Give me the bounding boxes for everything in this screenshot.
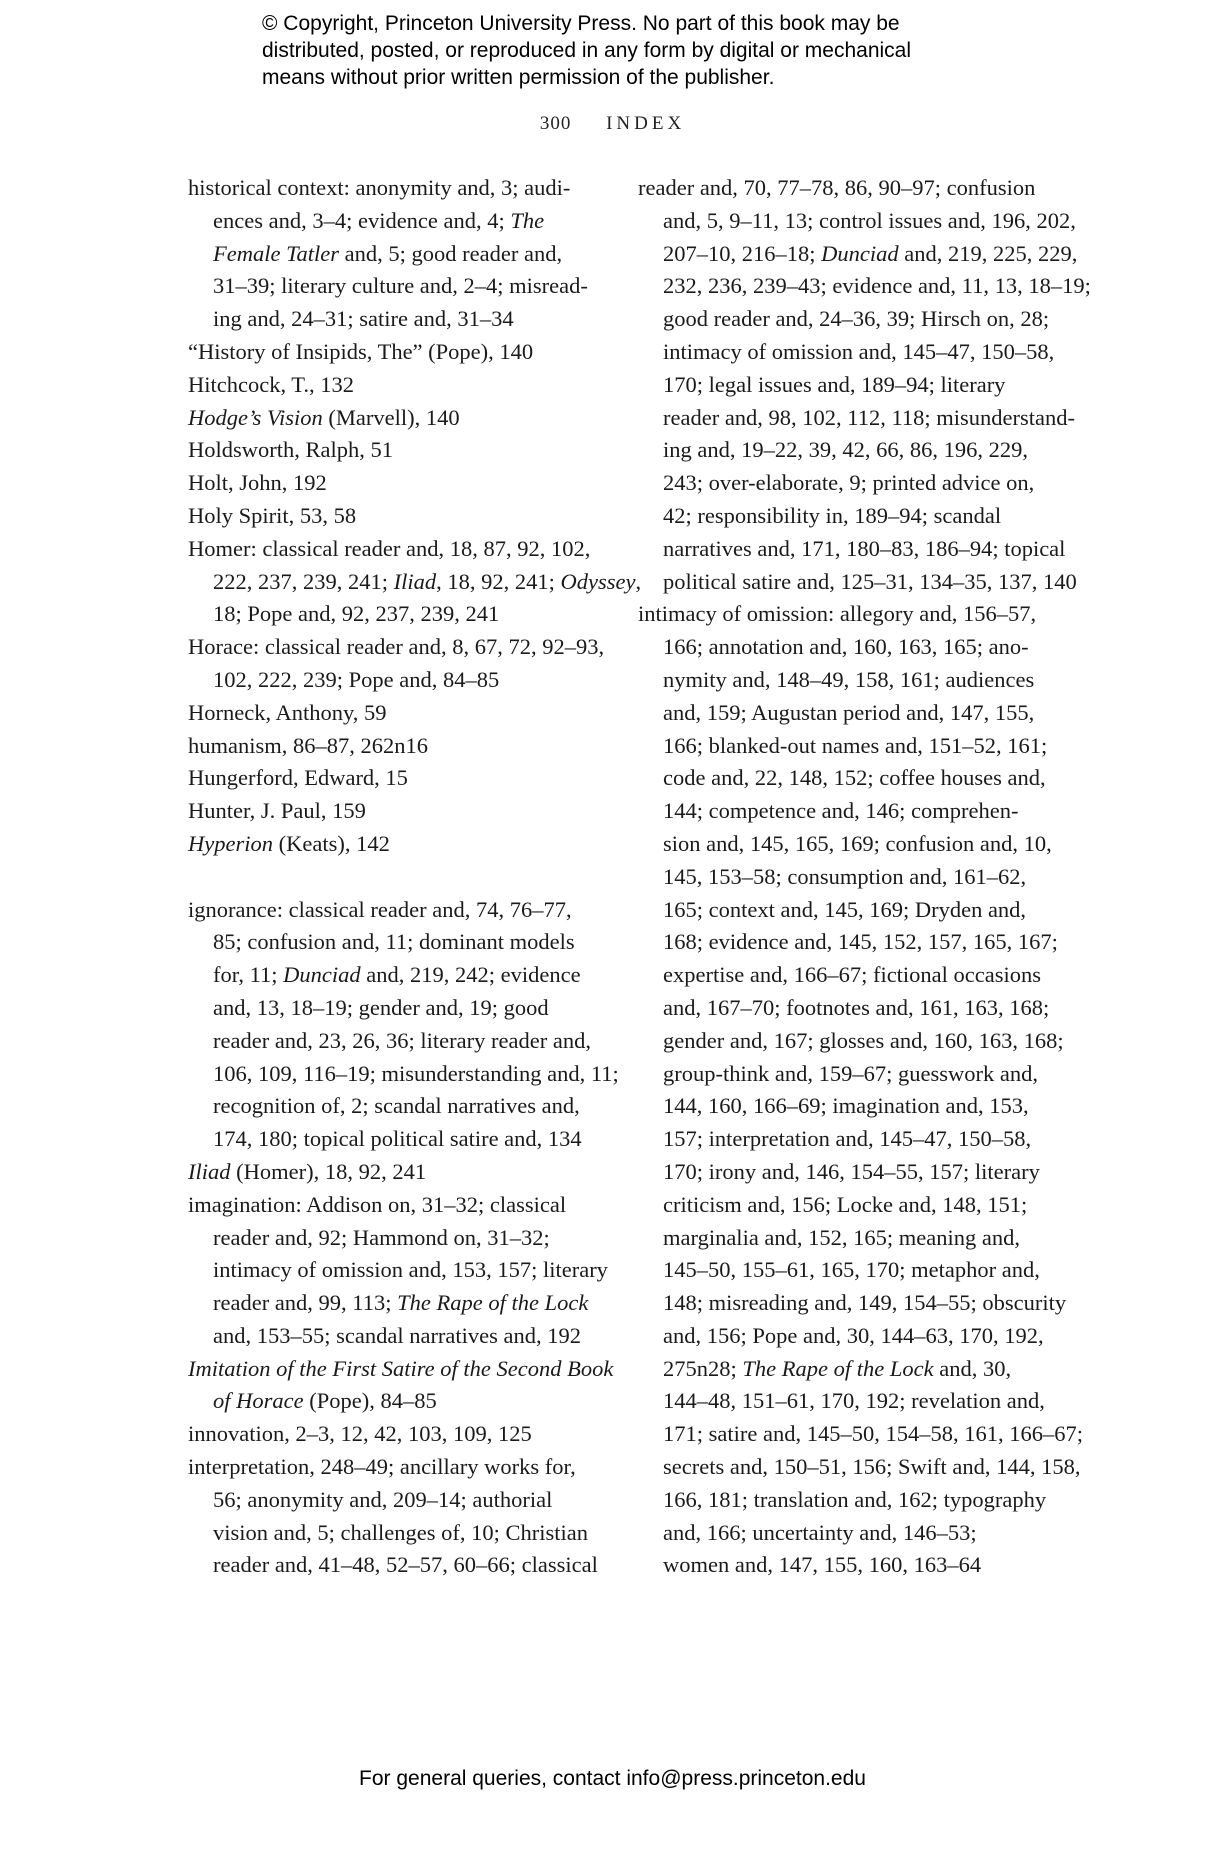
index-entry: [188, 762, 598, 795]
index-entry-line: 145–50, 155–61, 165, 170; metaphor and,: [663, 1257, 1040, 1283]
index-entry-line: 144; competence and, 146; comprehen-: [663, 798, 1019, 824]
index-entry-line: Female Tatler and, 5; good reader and,: [213, 240, 563, 266]
index-column-left: [188, 172, 642, 1582]
index-entry-line: ing and, 24–31; satire and, 31–34: [213, 306, 514, 332]
index-entry-line: 165; context and, 145, 169; Dryden and,: [663, 896, 1027, 922]
index-entry: [188, 631, 605, 697]
index-entry-line: reader and, 23, 26, 36; literary reader and,: [213, 1027, 591, 1053]
index-entry-line: 243; over-elaborate, 9; printed advice on,: [663, 470, 1035, 496]
index-entry-line: Horace: classical reader and, 8, 67, 72, 92–93,: [188, 634, 605, 660]
index-entry-line: 166; blanked-out names and, 151–52, 161;: [663, 732, 1048, 758]
index-entry-line: reader and, 70, 77–78, 86, 90–97; confusion: [638, 175, 1036, 200]
index-entry-line: 166; annotation and, 160, 163, 165; ano-: [663, 634, 1029, 660]
index-entry: [188, 533, 642, 631]
index-entry: [188, 730, 598, 763]
index-entry-line: Hunter, J. Paul, 159: [188, 798, 366, 824]
index-entry-line: 85; confusion and, 11; dominant models: [213, 929, 575, 955]
index-entry-line: intimacy of omission and, 145–47, 150–58,: [663, 338, 1055, 364]
section-title: INDEX: [606, 113, 686, 134]
index-entry-line: marginalia and, 152, 165; meaning and,: [663, 1224, 1021, 1250]
index-entry-line: 170; legal issues and, 189–94; literary: [663, 371, 1006, 397]
index-group-continued: [638, 172, 1091, 1582]
index-entry: [188, 795, 598, 828]
index-entry-line: 18; Pope and, 92, 237, 239, 241: [213, 601, 500, 627]
index-entry-line: Iliad (Homer), 18, 92, 241: [188, 1158, 427, 1184]
index-entry-line: 102, 222, 239; Pope and, 84–85: [213, 666, 500, 692]
index-entry-line: reader and, 41–48, 52–57, 60–66; classical: [213, 1552, 598, 1578]
index-entry-line: Holdsworth, Ralph, 51: [188, 437, 393, 463]
index-entry: [188, 369, 598, 402]
index-entry-line: and, 13, 18–19; gender and, 19; good: [213, 994, 549, 1020]
index-entry-line: Holy Spirit, 53, 58: [188, 502, 357, 528]
index-entry-line: imagination: Addison on, 31–32; classical: [188, 1191, 567, 1217]
index-entry: [188, 1156, 598, 1189]
index-entry-line: 42; responsibility in, 189–94; scandal: [663, 502, 1002, 528]
index-entry-line: and, 166; uncertainty and, 146–53;: [663, 1519, 977, 1545]
index-entry-line: historical context: anonymity and, 3; audi-: [188, 175, 571, 200]
index-entry: [638, 172, 1091, 598]
index-entry-line: Holt, John, 192: [188, 470, 327, 496]
index-entry: [188, 336, 598, 369]
index-entry-line: interpretation, 248–49; ancillary works for,: [188, 1454, 576, 1480]
copyright-line: means without prior written permission of the publisher.: [262, 66, 775, 89]
index-entry-line: expertise and, 166–67; fictional occasions: [663, 962, 1042, 988]
index-column-right: [638, 172, 1091, 1582]
index-entry-line: Hungerford, Edward, 15: [188, 765, 408, 791]
copyright-line: © Copyright, Princeton University Press. No part of this book may be: [262, 12, 900, 35]
index-entry: [638, 598, 1083, 1582]
index-entry-line: 144–48, 151–61, 170, 192; revelation and,: [663, 1388, 1045, 1414]
index-entry-line: Hyperion (Keats), 142: [188, 830, 390, 856]
index-entry-line: ing and, 19–22, 39, 42, 66, 86, 196, 229,: [663, 437, 1028, 463]
index-entry-line: reader and, 98, 102, 112, 118; misunderstand-: [663, 404, 1075, 430]
index-entry-line: 222, 237, 239, 241; Iliad, 18, 92, 241; Odyssey,: [213, 568, 642, 594]
index-entry-line: and, 153–55; scandal narratives and, 192: [213, 1322, 582, 1348]
index-entry-line: 232, 236, 239–43; evidence and, 11, 13, 18–19;: [663, 273, 1091, 299]
index-entry-line: 275n28; The Rape of the Lock and, 30,: [663, 1355, 1012, 1381]
index-entry-line: 166, 181; translation and, 162; typography: [663, 1486, 1047, 1512]
index-entry-line: narratives and, 171, 180–83, 186–94; topical: [663, 535, 1066, 561]
index-entry-line: intimacy of omission: allegory and, 156–57,: [638, 601, 1037, 627]
index-entry-line: 207–10, 216–18; Dunciad and, 219, 225, 229,: [663, 240, 1078, 266]
index-entry-line: and, 167–70; footnotes and, 161, 163, 168;: [663, 994, 1050, 1020]
index-entry-line: of Horace (Pope), 84–85: [213, 1388, 437, 1414]
index-entry-line: recognition of, 2; scandal narratives and,: [213, 1093, 580, 1119]
index-entry-line: reader and, 92; Hammond on, 31–32;: [213, 1224, 550, 1250]
index-entry-line: code and, 22, 148, 152; coffee houses and,: [663, 765, 1046, 791]
index-group-h: [188, 172, 642, 861]
index-entry-line: and, 159; Augustan period and, 147, 155,: [663, 699, 1035, 725]
index-entry: [188, 1451, 598, 1582]
index-entry: [188, 1418, 598, 1451]
index-entry-line: 171; satire and, 145–50, 154–58, 161, 166–67;: [663, 1421, 1083, 1447]
index-entry-line: Hodge’s Vision (Marvell), 140: [188, 404, 460, 430]
copyright-notice: [262, 10, 1022, 91]
index-entry-line: group-think and, 159–67; guesswork and,: [663, 1060, 1038, 1086]
index-entry: [188, 697, 598, 730]
index-entry: [188, 1189, 608, 1353]
index-entry: [188, 172, 598, 336]
index-entry-line: humanism, 86–87, 262n16: [188, 732, 428, 758]
index-entry-line: vision and, 5; challenges of, 10; Christian: [213, 1519, 588, 1545]
index-entry-line: and, 156; Pope and, 30, 144–63, 170, 192,: [663, 1322, 1044, 1348]
index-entry-line: 174, 180; topical political satire and, 134: [213, 1126, 582, 1152]
index-entry-line: 148; misreading and, 149, 154–55; obscurity: [663, 1290, 1067, 1316]
index-entry-line: 31–39; literary culture and, 2–4; misread-: [213, 273, 588, 299]
index-entry-line: 56; anonymity and, 209–14; authorial: [213, 1486, 553, 1512]
index-entry-line: sion and, 145, 165, 169; confusion and, 10,: [663, 830, 1052, 856]
index-entry-line: Homer: classical reader and, 18, 87, 92, 102,: [188, 535, 591, 561]
index-entry-line: Hitchcock, T., 132: [188, 371, 355, 397]
group-gap: [188, 861, 598, 894]
index-entry-line: nymity and, 148–49, 158, 161; audiences: [663, 666, 1035, 692]
index-entry-line: political satire and, 125–31, 134–35, 137, 140: [663, 568, 1077, 594]
index-entry-line: gender and, 167; glosses and, 160, 163, 168;: [663, 1027, 1064, 1053]
index-entry-line: ences and, 3–4; evidence and, 4; The: [213, 207, 545, 233]
index-entry-line: 157; interpretation and, 145–47, 150–58,: [663, 1126, 1032, 1152]
index-entry-line: 144, 160, 166–69; imagination and, 153,: [663, 1093, 1029, 1119]
index-entry-line: 168; evidence and, 145, 152, 157, 165, 167;: [663, 929, 1058, 955]
index-entry-line: reader and, 99, 113; The Rape of the Lock: [213, 1290, 589, 1316]
index-entry-line: innovation, 2–3, 12, 42, 103, 109, 125: [188, 1421, 532, 1447]
index-entry-line: women and, 147, 155, 160, 163–64: [663, 1552, 982, 1578]
index-entry-line: 170; irony and, 146, 154–55, 157; literary: [663, 1158, 1040, 1184]
index-entry-line: criticism and, 156; Locke and, 148, 151;: [663, 1191, 1028, 1217]
index-group-i: [188, 894, 619, 1583]
index-entry: [188, 828, 598, 861]
index-entry-line: ignorance: classical reader and, 74, 76–77,: [188, 896, 572, 922]
page-number: 300: [539, 113, 572, 134]
index-entry-line: Horneck, Anthony, 59: [188, 699, 387, 725]
index-entry: [188, 402, 598, 435]
index-entry-line: 145, 153–58; consumption and, 161–62,: [663, 863, 1027, 889]
footer-contact: For general queries, contact info@press.princeton.edu: [359, 1767, 866, 1790]
index-entry: [188, 1353, 614, 1419]
index-entry-line: good reader and, 24–36, 39; Hirsch on, 28;: [663, 306, 1050, 332]
index-entry-line: Imitation of the First Satire of the Second Book: [188, 1355, 614, 1381]
index-entry-line: secrets and, 150–51, 156; Swift and, 144, 158,: [663, 1454, 1081, 1480]
running-head: [0, 113, 1225, 135]
index-entry-line: 106, 109, 116–19; misunderstanding and, 11;: [213, 1060, 619, 1086]
index-entry-line: “History of Insipids, The” (Pope), 140: [188, 338, 534, 364]
index-entry: [188, 500, 598, 533]
copyright-line: distributed, posted, or reproduced in any form by digital or mechanical: [262, 39, 912, 62]
index-entry-line: intimacy of omission and, 153, 157; literary: [213, 1257, 608, 1283]
index-entry-line: and, 5, 9–11, 13; control issues and, 196, 202,: [663, 207, 1076, 233]
index-entry: [188, 467, 598, 500]
index-entry-line: for, 11; Dunciad and, 219, 242; evidence: [213, 962, 581, 988]
index-entry: [188, 894, 619, 1156]
index-entry: [188, 434, 598, 467]
